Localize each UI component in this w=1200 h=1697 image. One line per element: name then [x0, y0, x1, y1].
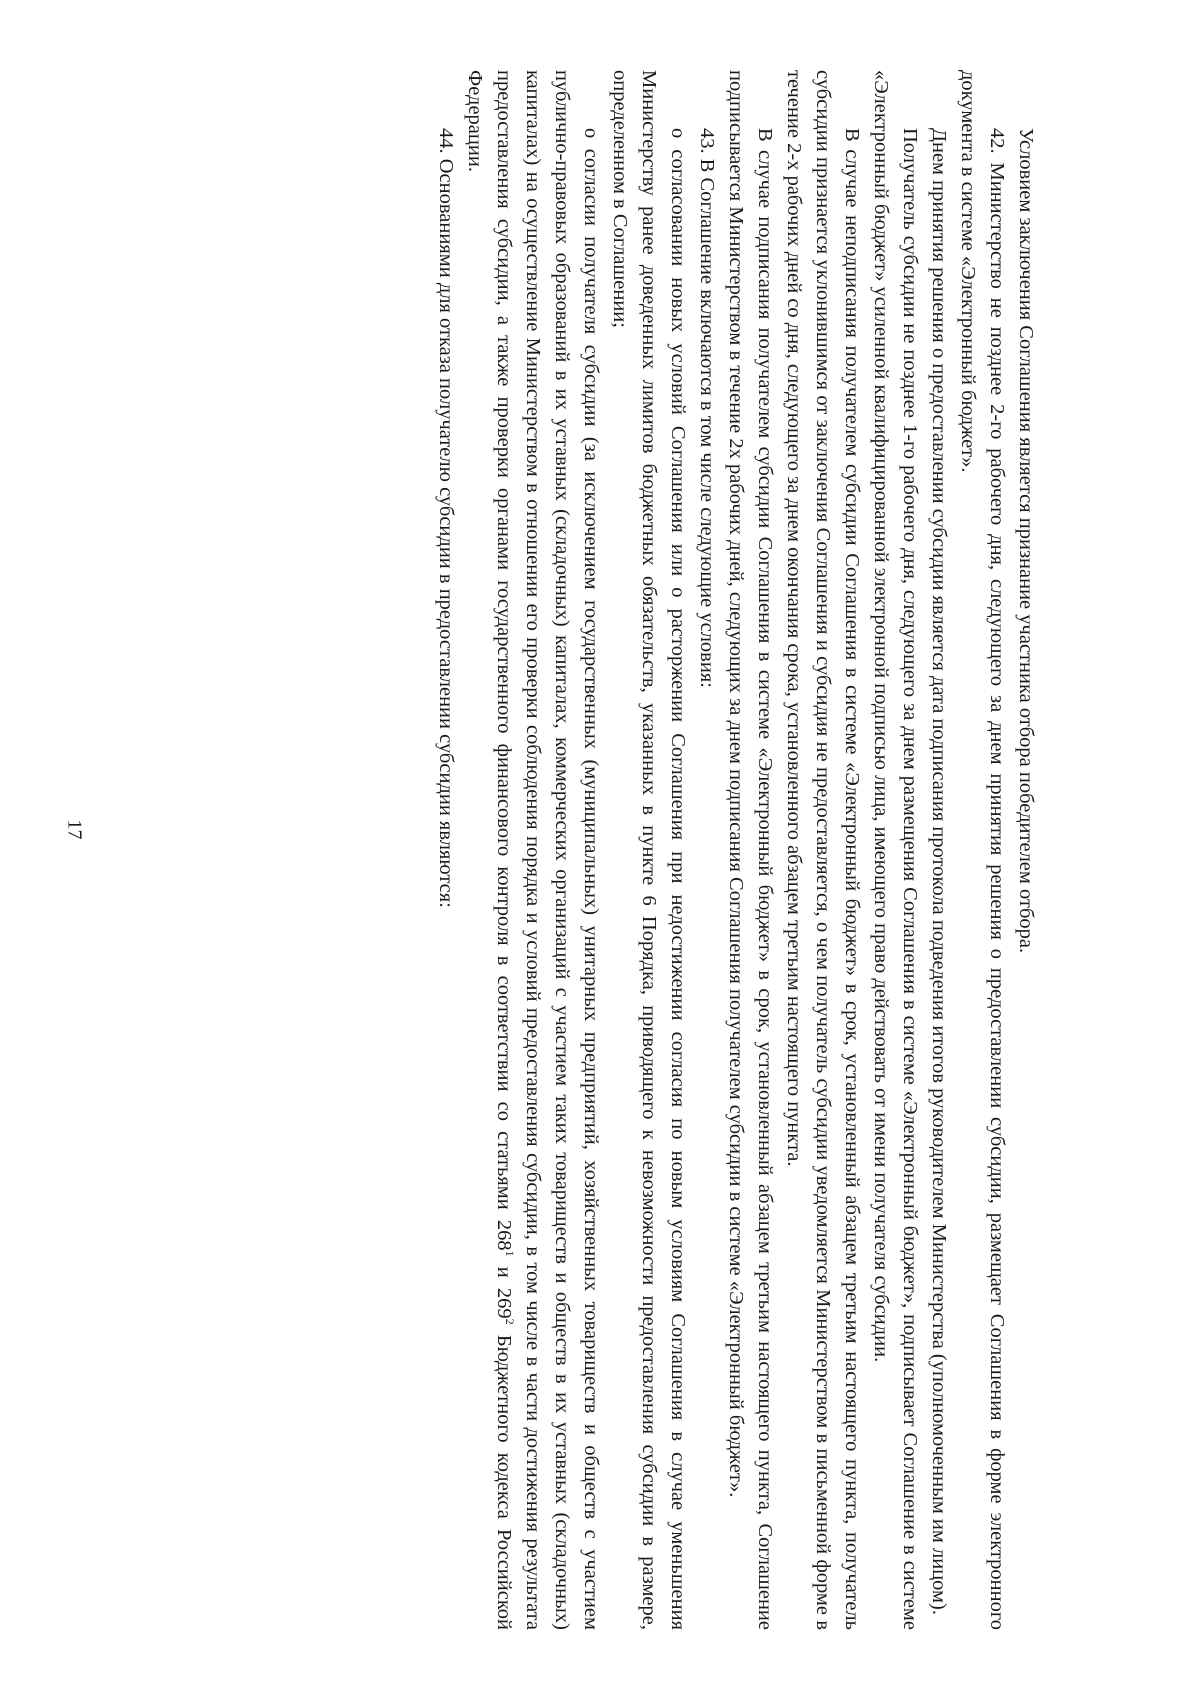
consent-text-before: о согласии получателя субсидии (за исключением государственных (муниципальных) унитарных предприятий, хозяйственных товариществ и обществ с участием публично-правовых образований в их уставных (складочных) капиталах, коммерческих организаций с участием таких товариществ и обществ в их уставных (складочных) капиталах) на осуществление Министерством в отношении его проверки соблюдения порядка и условий предоставления субсидии, в том числе в части достижения результата предоставления субсидии, а также проверки органами государственного финансового контроля в соответствии со статьями 268 [493, 70, 602, 1630]
paragraph-decision-date: Днем принятия решения о предоставлении субсидии является дата подписания протокола подведения итогов руководителем Министерства (уполномоченным им лицом). [928, 128, 950, 1615]
paragraph-44-refusal-grounds: 44. Основаниями для отказа получателю субсидии в предоставлении субсидии являются: [435, 128, 457, 908]
superscript-2: 2 [502, 1318, 517, 1325]
paragraph-43-conditions: 43. В Соглашение включаются в том числе следующие условия: [696, 128, 718, 688]
consent-text-middle: и 269 [493, 1256, 515, 1319]
paragraph-signing-by-ministry: В случае подписания получателем субсидии Соглашения в системе «Электронный бюджет» в срок, установленный абзацем третьим настоящего пункта, Соглашение подписывается Министерством в течение 2х рабочих дней, следующих за днем подписания Соглашения получателем субсидии в системе «Электронный бюджет». [725, 70, 776, 1630]
paragraph-agreement-condition: Условием заключения Соглашения является признание участника отбора победителем отбора. [1015, 128, 1037, 954]
superscript-1: 1 [502, 1250, 517, 1257]
page-number: 17 [63, 819, 86, 840]
paragraph-non-signing: В случае неподписания получателем субсидии Соглашения в системе «Электронный бюджет» в срок, установленный абзацем третьим настоящего пункта, получатель субсидии признается уклонившимся от заключения Соглашения и субсидия не предоставляется, о чем получатель субсидии уведомляется Министерством в письменной форме в течение 2-х рабочих дней со дня, следующего за днем окончания срока, установленного абзацем третьим настоящего пункта. [783, 70, 863, 1630]
rotated-page-body [110, 70, 1040, 1630]
paragraph-new-conditions: о согласовании новых условий Соглашения или о расторжении Соглашения при недостижении согласия по новым условиям Соглашения в случае уменьшения Министерству ранее доведенных лимитов бюджетных обязательств, указанных в пункте 6 Порядка, приводящего к невозможности предоставления субсидии в размере, определенном в Соглашении; [609, 70, 689, 1630]
document-body [431, 70, 1040, 1630]
consent-text-after: Бюджетного кодекса Российской Федерации. [464, 70, 515, 1630]
paragraph-recipient-signs: Получатель субсидии не позднее 1-го рабочего дня, следующего за днем размещения Соглашения в системе «Электронный бюджет», подписывает Соглашение в системе «Электронный бюджет» усиленной квалифицированной электронной подписью лица, имеющего право действовать от имени получателя субсидии. [870, 70, 921, 1630]
paragraph-consent-to-audit [460, 70, 605, 1630]
paragraph-42-ministry-posts-agreement: 42. Министерство не позднее 2-го рабочего дня, следующего за днем принятия решения о предоставлении субсидии, размещает Соглашения в форме электронного документа в системе «Электронный бюджет». [957, 70, 1008, 1630]
